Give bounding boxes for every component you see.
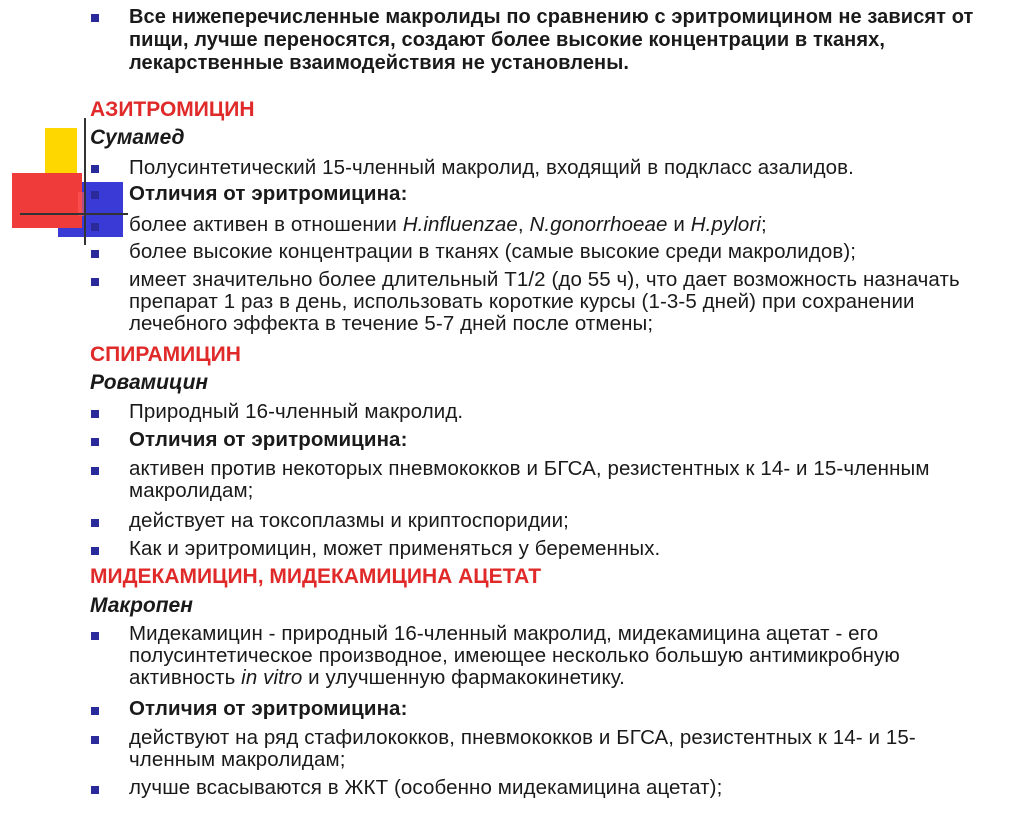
bullet-icon (91, 547, 99, 555)
azithromycin-item-3: более высокие концентрации в тканях (самые высокие среди макролидов); (129, 240, 857, 263)
bullet-icon (91, 736, 99, 744)
organism-name: N.gonorrhoeae (529, 213, 668, 236)
bullet-icon (91, 632, 99, 640)
midecamycin-item-3: лучше всасываются в ЖКТ (особенно мидекамицина ацетат); (129, 776, 723, 799)
spiramycin-item-2: активен против некоторых пневмококков и БГСА, резистентных к 14- и 15-членным макролидам; (129, 457, 930, 502)
item-text: и улучшенную фармакокинетику. (302, 666, 625, 689)
italic-term: in vitro (241, 666, 303, 689)
spiramycin-item-1: Природный 16-членный макролид. (129, 400, 464, 423)
spiramycin-item-4: Как и эритромицин, может применяться у беременных. (129, 537, 661, 560)
bullet-icon (91, 250, 99, 258)
intro-text: Все нижеперечисленные макролиды по сравнению с эритромицином не зависят от пищи, лучше переносятся, создают более высокие концентрации в тканях, лекарственные взаимодействия не установлены. (129, 6, 974, 74)
midecamycin-heading: МИДЕКАМИЦИН, МИДЕКАМИЦИНА АЦЕТАТ (90, 565, 542, 588)
item-text: более активен в отношении (129, 213, 403, 236)
separator: и (667, 213, 691, 236)
spiramycin-trade-name: Ровамицин (90, 371, 209, 394)
azithromycin-item-4: имеет значительно более длительный Т1/2 (до 55 ч), что дает возможность назначать препарат 1 раз в день, использовать короткие курсы (1-3-5 дней) при сохранении лечебного эффекта в течение 5-7 дней после отмены; (129, 268, 960, 335)
azithromycin-heading: АЗИТРОМИЦИН (90, 98, 255, 121)
organism-name: H.pylori (690, 213, 761, 236)
bullet-icon (91, 410, 99, 418)
midecamycin-trade-name: Макропен (90, 594, 193, 617)
azithromycin-item-1: Полусинтетический 15-членный макролид, входящий в подкласс азалидов. (129, 156, 854, 179)
bullet-icon (91, 707, 99, 715)
bullet-icon (91, 191, 99, 199)
spiramycin-item-3: действует на токсоплазмы и криптоспоридии; (129, 509, 569, 532)
bullet-icon (91, 438, 99, 446)
organism-name: H.influenzae (402, 213, 518, 236)
item-text: Мидекамицин - природный 16-членный макролид, мидекамицина ацетат - его полусинтетическое производное, имеющее несколько большую антимикробную активность (129, 622, 900, 689)
bullet-icon (91, 278, 99, 286)
azithromycin-trade-name: Сумамед (90, 126, 185, 149)
bullet-icon (91, 14, 99, 22)
bullet-icon (91, 467, 99, 475)
separator: ; (760, 213, 767, 236)
bullet-icon (91, 223, 99, 231)
azithromycin-item-2 (129, 214, 994, 236)
bullet-icon (91, 165, 99, 173)
midecamycin-item-2: действуют на ряд стафилококков, пневмококков и БГСА, резистентных к 14- и 15-членным макролидам; (129, 726, 916, 771)
bullet-icon (91, 519, 99, 527)
midecamycin-diff-label: Отличия от эритромицина: (129, 697, 408, 720)
spiramycin-heading: СПИРАМИЦИН (90, 343, 241, 366)
spiramycin-diff-label: Отличия от эритромицина: (129, 428, 408, 451)
separator: , (517, 213, 530, 236)
bullet-icon (91, 786, 99, 794)
azithromycin-diff-label: Отличия от эритромицина: (129, 182, 408, 205)
midecamycin-item-1 (129, 623, 974, 689)
